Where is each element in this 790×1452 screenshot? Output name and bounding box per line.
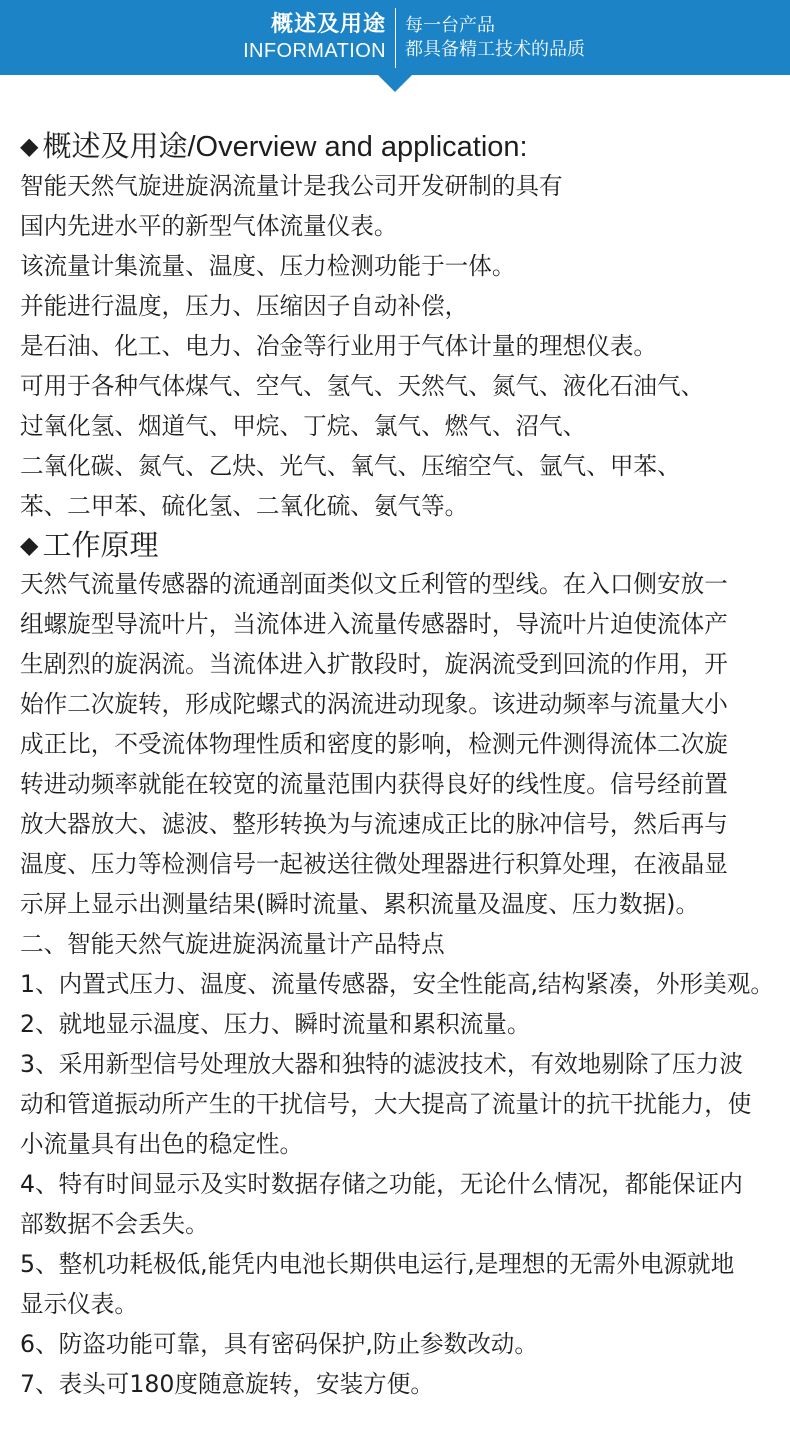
feature-item: [20, 1164, 785, 1244]
overview-line: 国内先进水平的新型气体流量仪表。: [20, 212, 398, 240]
principle-paragraph: [20, 564, 785, 924]
feature-item: [20, 1044, 785, 1164]
header-title: 概述及用途: [270, 12, 386, 37]
principle-line: 成正比，不受流体物理性质和密度的影响，检测元件测得流体二次旋: [20, 730, 728, 758]
feature-line: 6、防盗功能可靠，具有密码保护,防止参数改动。: [20, 1330, 538, 1358]
feature-line: 小流量具有出色的稳定性。: [20, 1130, 304, 1158]
principle-line: 组螺旋型导流叶片，当流体进入流量传感器时，导流叶片迫使流体产: [20, 610, 728, 638]
feature-line: 2、就地显示温度、压力、瞬时流量和累积流量。: [20, 1010, 531, 1038]
feature-item: [20, 1324, 785, 1364]
principle-line: 温度、压力等检测信号一起被送往微处理器进行积算处理，在液晶显: [20, 850, 728, 878]
feature-line: 部数据不会丢失。: [20, 1210, 209, 1238]
feature-line: 7、表头可180度随意旋转，安装方便。: [20, 1370, 434, 1398]
header-pointer-icon: [378, 75, 412, 92]
feature-line: 显示仪表。: [20, 1290, 138, 1318]
header-banner: [0, 0, 790, 75]
overview-line: 该流量计集流量、温度、压力检测功能于一体。: [20, 252, 516, 280]
features-title: 二、智能天然气旋进旋涡流量计产品特点: [20, 930, 445, 958]
overview-heading-text: 概述及用途/Overview and application:: [42, 131, 528, 163]
header-slogan-line1: 每一台产品: [405, 15, 495, 36]
feature-line: 动和管道振动所产生的干扰信号，大大提高了流量计的抗干扰能力，使: [20, 1090, 752, 1118]
feature-item: [20, 1244, 785, 1324]
feature-item: [20, 1364, 785, 1404]
principle-heading-text: 工作原理: [42, 528, 159, 562]
feature-line: 5、整机功耗极低,能凭内电池长期供电运行,是理想的无需外电源就地: [20, 1250, 735, 1278]
principle-heading: [20, 526, 785, 564]
header-divider: [395, 8, 396, 68]
feature-line: 1、内置式压力、温度、流量传感器，安全性能高,结构紧凑，外形美观。: [20, 970, 774, 998]
overview-line: 智能天然气旋进旋涡流量计是我公司开发研制的具有: [20, 172, 563, 200]
header-slogan-block: [405, 0, 705, 75]
features-list: [20, 964, 785, 1404]
overview-heading: [20, 126, 785, 166]
overview-line: 并能进行温度，压力、压缩因子自动补偿，: [20, 292, 469, 320]
feature-line: 3、采用新型信号处理放大器和独特的滤波技术，有效地剔除了压力波: [20, 1050, 743, 1078]
principle-line: 转进动频率就能在较宽的流量范围内获得良好的线性度。信号经前置: [20, 770, 728, 798]
diamond-bullet-icon: ◆: [20, 531, 39, 559]
main-content: [20, 126, 785, 1404]
overview-line: 二氧化碳、氮气、乙炔、光气、氧气、压缩空气、氩气、甲苯、: [20, 452, 681, 480]
overview-line: 可用于各种气体煤气、空气、氢气、天然气、氮气、液化石油气、: [20, 372, 705, 400]
feature-line: 4、特有时间显示及实时数据存储之功能，无论什么情况，都能保证内: [20, 1170, 743, 1198]
principle-line: 生剧烈的旋涡流。当流体进入扩散段时，旋涡流受到回流的作用，开: [20, 650, 728, 678]
overview-paragraph: [20, 166, 785, 526]
principle-line: 示屏上显示出测量结果(瞬时流量、累积流量及温度、压力数据)。: [20, 890, 700, 918]
diamond-bullet-icon: ◆: [20, 132, 39, 160]
overview-line: 苯、二甲苯、硫化氢、二氧化硫、氨气等。: [20, 492, 469, 520]
principle-line: 始作二次旋转，形成陀螺式的涡流进动现象。该进动频率与流量大小: [20, 690, 728, 718]
overview-line: 是石油、化工、电力、冶金等行业用于气体计量的理想仪表。: [20, 332, 658, 360]
feature-item: [20, 1004, 785, 1044]
principle-line: 放大器放大、滤波、整形转换为与流速成正比的脉冲信号，然后再与: [20, 810, 728, 838]
header-slogan-line2: 都具备精工技术的品质: [405, 39, 585, 60]
principle-line: 天然气流量传感器的流通剖面类似文丘利管的型线。在入口侧安放一: [20, 570, 728, 598]
feature-item: [20, 964, 785, 1004]
overview-line: 过氧化氢、烟道气、甲烷、丁烷、氯气、燃气、沼气、: [20, 412, 587, 440]
header-title-block: [180, 0, 386, 75]
header-subtitle-en: INFORMATION: [243, 40, 386, 62]
